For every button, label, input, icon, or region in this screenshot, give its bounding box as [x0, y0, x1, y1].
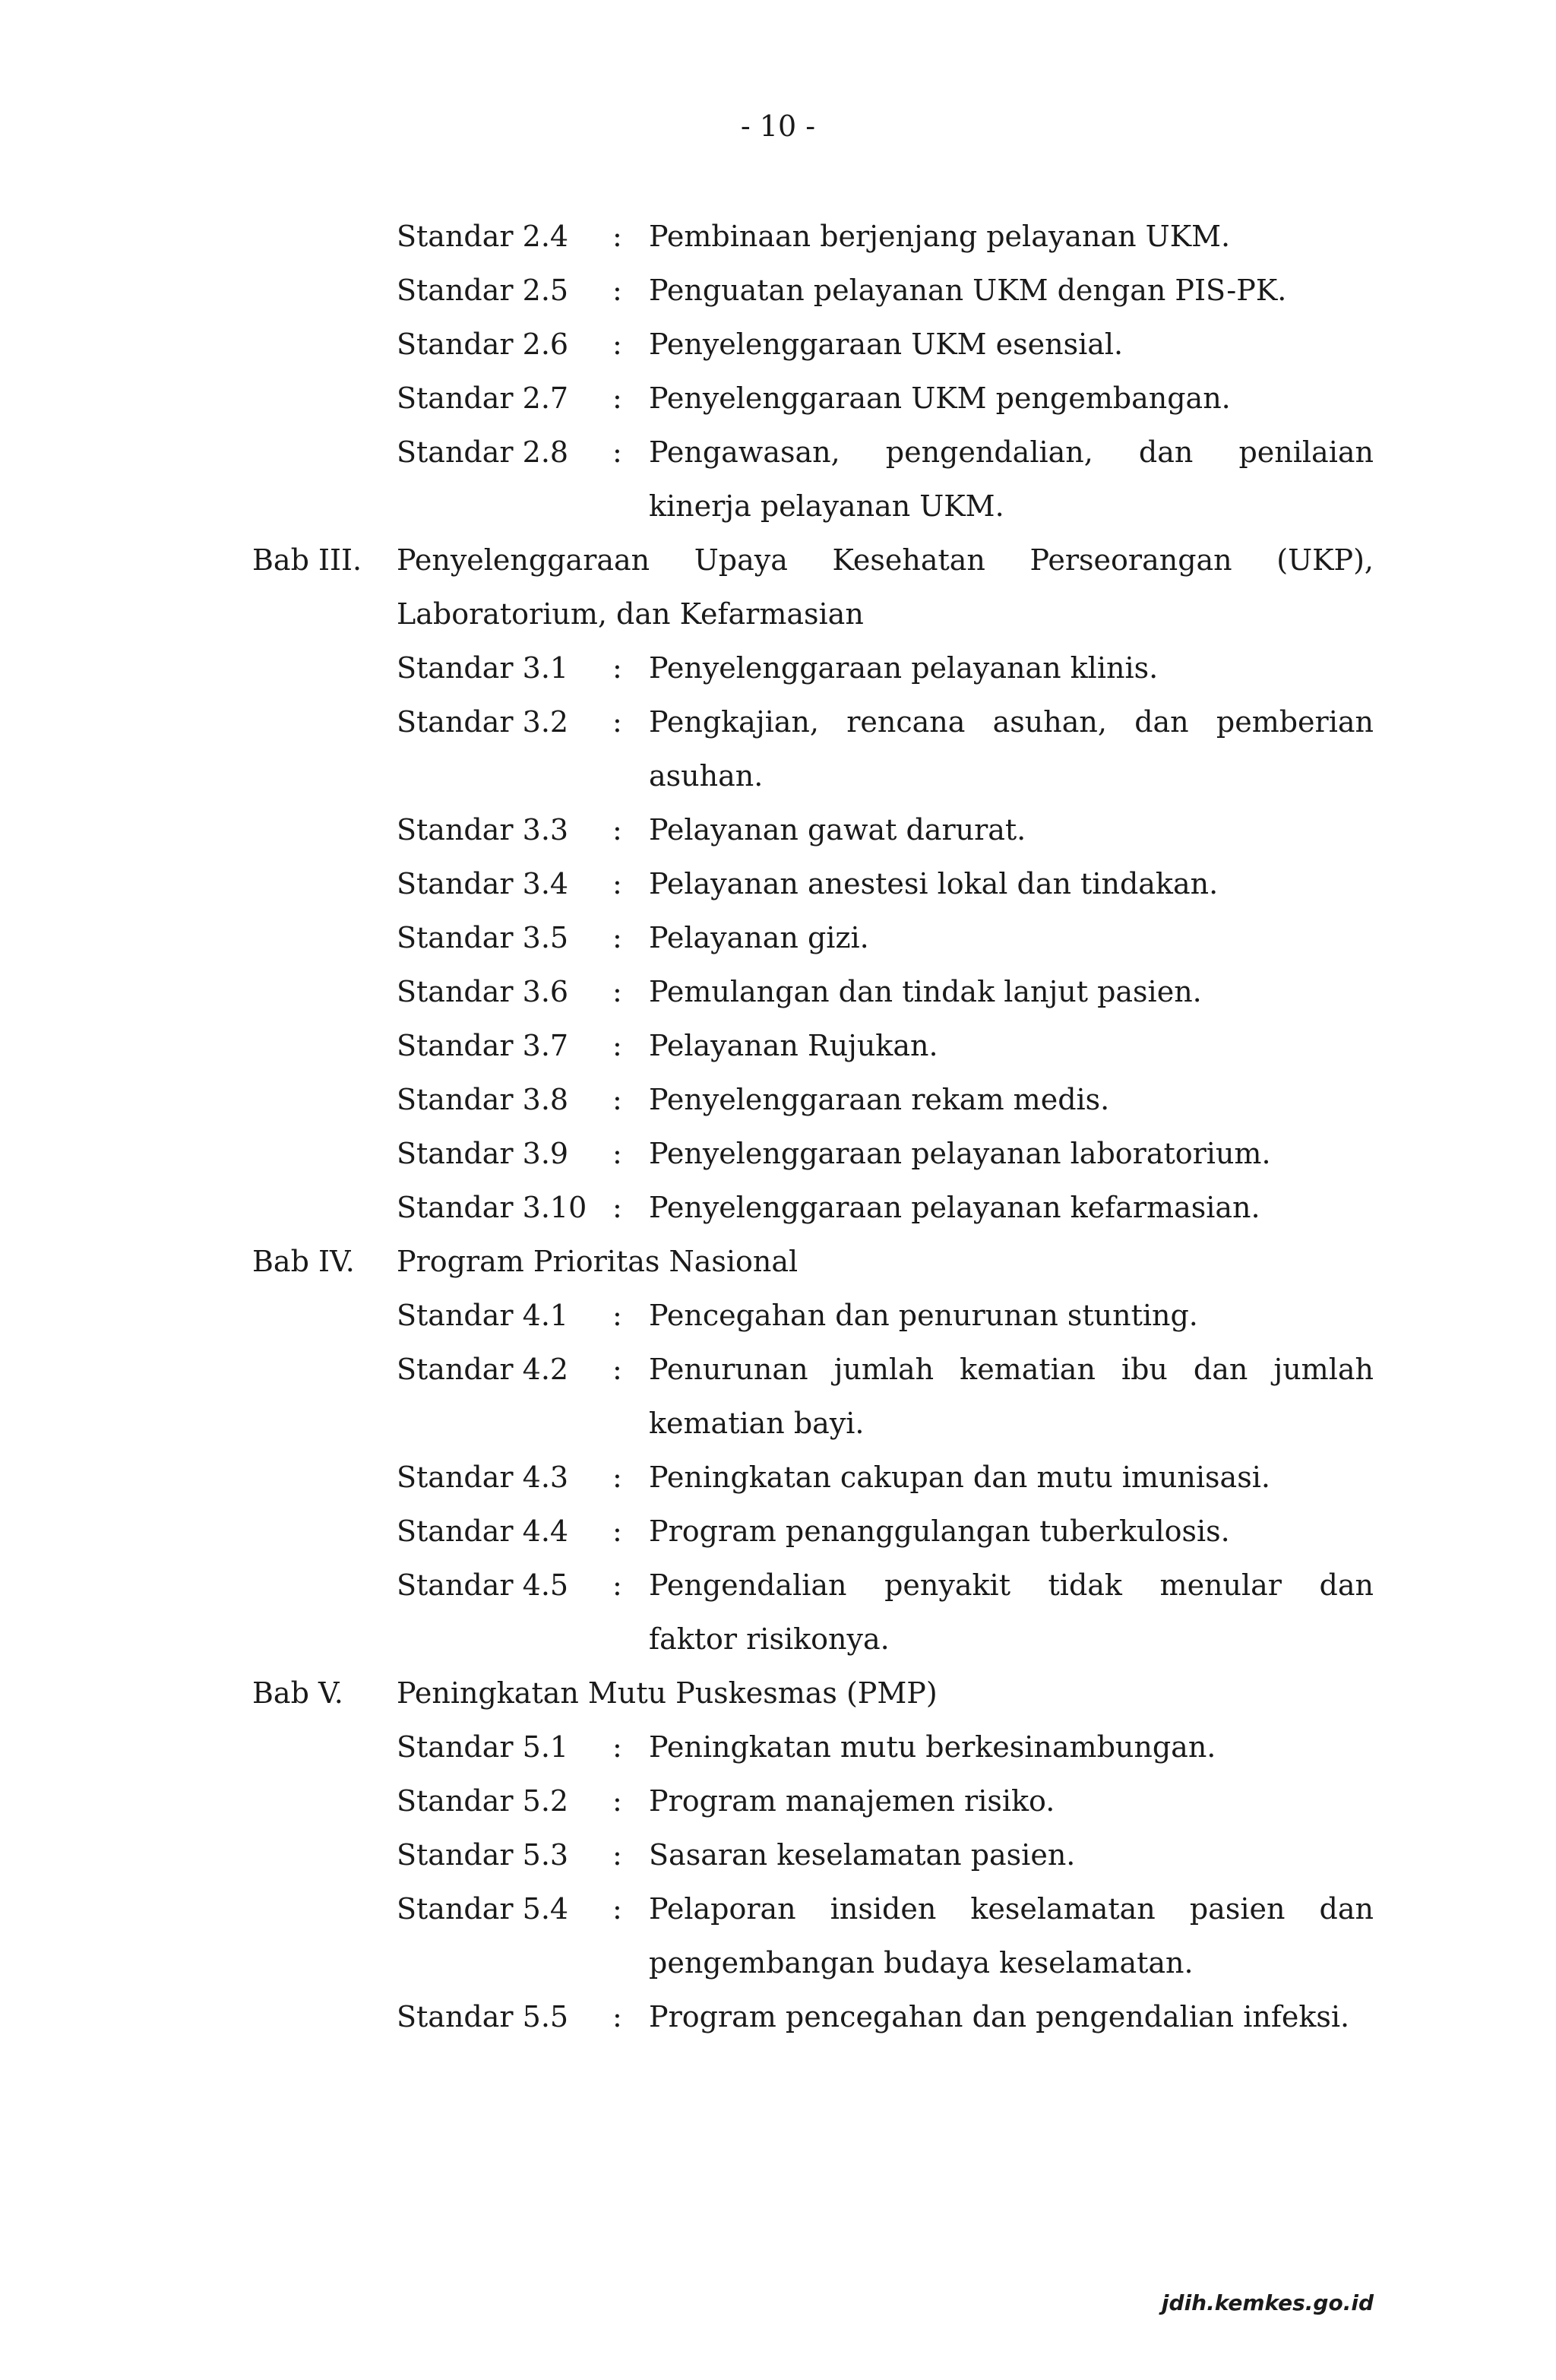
standard-row-continuation: [0, 479, 1556, 533]
chapter-title: Program Prioritas Nasional: [397, 1245, 799, 1278]
standard-description-line1: Penurunan jumlah kematian ibu dan jumlah: [649, 1353, 1374, 1386]
standard-label: Standar 4.4: [397, 1514, 569, 1548]
colon-separator: :: [612, 1461, 622, 1494]
standard-label: Standar 3.9: [397, 1137, 569, 1170]
standard-label: Standar 3.2: [397, 705, 569, 739]
standard-label: Standar 4.1: [397, 1299, 569, 1332]
standard-row: [0, 695, 1556, 749]
standard-description-line1: Pengkajian, rencana asuhan, dan pemberian: [649, 705, 1374, 739]
chapter-heading: [0, 1235, 1556, 1289]
standard-label: Standar 4.2: [397, 1353, 569, 1386]
colon-separator: :: [612, 1029, 622, 1062]
standard-row: [0, 1505, 1556, 1559]
standard-description: Peningkatan cakupan dan mutu imunisasi.: [649, 1461, 1270, 1494]
colon-separator: :: [612, 1299, 622, 1332]
colon-separator: :: [612, 975, 622, 1008]
colon-separator: :: [612, 1838, 622, 1872]
standard-row: [0, 1882, 1556, 1936]
standard-description-line2: faktor risikonya.: [649, 1622, 890, 1656]
standard-label: Standar 3.1: [397, 651, 569, 685]
standard-description: Sasaran keselamatan pasien.: [649, 1838, 1076, 1872]
standard-label: Standar 4.3: [397, 1461, 569, 1494]
standard-row: [0, 1774, 1556, 1828]
standard-row: [0, 264, 1556, 318]
standard-row: [0, 1451, 1556, 1505]
standard-description-line2: pengembangan budaya keselamatan.: [649, 1946, 1194, 1980]
standard-row: [0, 1181, 1556, 1235]
standard-label: Standar 5.2: [397, 1784, 569, 1818]
standard-row: [0, 965, 1556, 1019]
standard-label: Standar 3.7: [397, 1029, 569, 1062]
chapter-label: Bab III.: [252, 543, 362, 577]
standard-row: [0, 1289, 1556, 1343]
standard-label: Standar 3.6: [397, 975, 569, 1008]
chapter-label: Bab IV.: [252, 1245, 355, 1278]
standard-row: [0, 911, 1556, 965]
standard-description-line1: Pengawasan, pengendalian, dan penilaian: [649, 435, 1374, 469]
standard-row-continuation: [0, 1936, 1556, 1990]
standard-row: [0, 1828, 1556, 1882]
standard-description: Program pencegahan dan pengendalian infeksi.: [649, 2000, 1350, 2033]
standard-label: Standar 3.4: [397, 867, 569, 900]
colon-separator: :: [612, 1730, 622, 1764]
standard-description: Penyelenggaraan UKM pengembangan.: [649, 381, 1231, 415]
standard-row-continuation: [0, 749, 1556, 803]
standard-description: Penyelenggaraan pelayanan kefarmasian.: [649, 1191, 1260, 1224]
colon-separator: :: [612, 867, 622, 900]
chapter-title-line1: Penyelenggaraan Upaya Kesehatan Perseorangan (UKP),: [397, 543, 1374, 577]
colon-separator: :: [612, 381, 622, 415]
colon-separator: :: [612, 705, 622, 739]
chapter-label: Bab V.: [252, 1676, 343, 1710]
standard-row: [0, 210, 1556, 264]
standard-label: Standar 5.5: [397, 2000, 569, 2033]
standard-row: [0, 1720, 1556, 1774]
standard-description: Pelayanan anestesi lokal dan tindakan.: [649, 867, 1219, 900]
standard-description: Pencegahan dan penurunan stunting.: [649, 1299, 1198, 1332]
standard-description-line1: Pengendalian penyakit tidak menular dan: [649, 1568, 1374, 1602]
standard-label: Standar 2.8: [397, 435, 569, 469]
standard-row-continuation: [0, 1397, 1556, 1451]
chapter-heading: [0, 533, 1556, 587]
standard-label: Standar 3.10: [397, 1191, 587, 1224]
colon-separator: :: [612, 1191, 622, 1224]
standard-description: Penguatan pelayanan UKM dengan PIS-PK.: [649, 274, 1287, 307]
standard-description-line2: kematian bayi.: [649, 1407, 865, 1440]
standard-description: Pelayanan gizi.: [649, 921, 869, 954]
standard-row: [0, 1127, 1556, 1181]
colon-separator: :: [612, 2000, 622, 2033]
page-number: - 10 -: [740, 109, 816, 143]
chapter-title: Peningkatan Mutu Puskesmas (PMP): [397, 1676, 938, 1710]
standard-row: [0, 857, 1556, 911]
standard-row: [0, 372, 1556, 426]
standard-description: Pembinaan berjenjang pelayanan UKM.: [649, 220, 1231, 253]
standard-description: Penyelenggaraan pelayanan laboratorium.: [649, 1137, 1271, 1170]
standard-row-continuation: [0, 1613, 1556, 1666]
standard-row: [0, 1019, 1556, 1073]
standard-description-line2: kinerja pelayanan UKM.: [649, 489, 1004, 523]
chapter-heading-continuation: [0, 587, 1556, 641]
colon-separator: :: [612, 1568, 622, 1602]
standard-label: Standar 4.5: [397, 1568, 569, 1602]
chapter-heading: [0, 1666, 1556, 1720]
colon-separator: :: [612, 1784, 622, 1818]
standard-description-line1: Pelaporan insiden keselamatan pasien dan: [649, 1892, 1374, 1926]
standard-label: Standar 2.4: [397, 220, 569, 253]
standard-row: [0, 1073, 1556, 1127]
standard-description: Penyelenggaraan rekam medis.: [649, 1083, 1110, 1116]
standard-row: [0, 426, 1556, 479]
colon-separator: :: [612, 1137, 622, 1170]
standard-description: Program penanggulangan tuberkulosis.: [649, 1514, 1230, 1548]
standard-description: Penyelenggaraan pelayanan klinis.: [649, 651, 1159, 685]
colon-separator: :: [612, 435, 622, 469]
colon-separator: :: [612, 1514, 622, 1548]
standard-label: Standar 3.5: [397, 921, 569, 954]
standard-row: [0, 1990, 1556, 2044]
colon-separator: :: [612, 328, 622, 361]
colon-separator: :: [612, 274, 622, 307]
colon-separator: :: [612, 1083, 622, 1116]
standard-row: [0, 641, 1556, 695]
standard-description: Pelayanan gawat darurat.: [649, 813, 1026, 847]
footer-source-url: jdih.kemkes.go.id: [1161, 2290, 1374, 2315]
standard-label: Standar 2.5: [397, 274, 569, 307]
colon-separator: :: [612, 651, 622, 685]
colon-separator: :: [612, 921, 622, 954]
standard-label: Standar 5.3: [397, 1838, 569, 1872]
standard-row: [0, 1343, 1556, 1397]
standard-label: Standar 3.3: [397, 813, 569, 847]
chapter-title-line2: Laboratorium, dan Kefarmasian: [397, 597, 864, 631]
colon-separator: :: [612, 813, 622, 847]
standard-description: Pelayanan Rujukan.: [649, 1029, 938, 1062]
standard-row: [0, 318, 1556, 372]
standard-description: Pemulangan dan tindak lanjut pasien.: [649, 975, 1202, 1008]
colon-separator: :: [612, 220, 622, 253]
colon-separator: :: [612, 1353, 622, 1386]
standard-row: [0, 1559, 1556, 1613]
standard-row: [0, 803, 1556, 857]
standard-label: Standar 2.6: [397, 328, 569, 361]
standard-description: Peningkatan mutu berkesinambungan.: [649, 1730, 1216, 1764]
standard-label: Standar 2.7: [397, 381, 569, 415]
standard-label: Standar 5.4: [397, 1892, 569, 1926]
standard-description-line2: asuhan.: [649, 759, 764, 793]
standard-label: Standar 3.8: [397, 1083, 569, 1116]
colon-separator: :: [612, 1892, 622, 1926]
standard-label: Standar 5.1: [397, 1730, 569, 1764]
standard-description: Penyelenggaraan UKM esensial.: [649, 328, 1124, 361]
standard-description: Program manajemen risiko.: [649, 1784, 1055, 1818]
